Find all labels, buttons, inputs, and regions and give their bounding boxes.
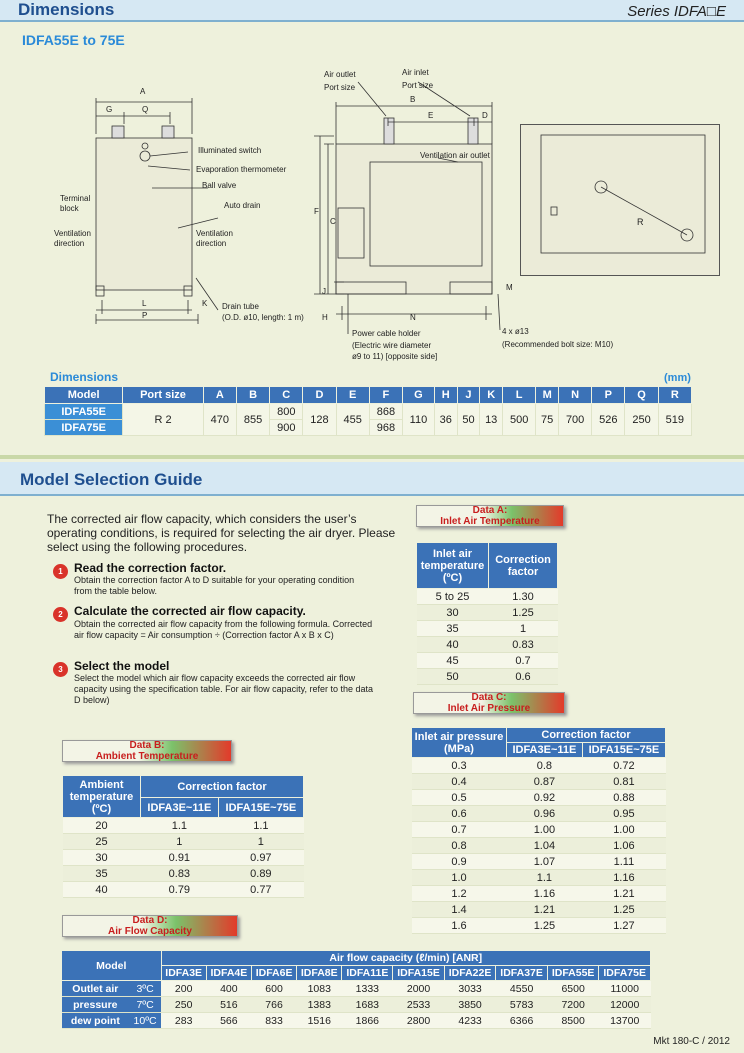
table-row: 35 1 [417,621,558,637]
row-label: pressure [62,997,130,1013]
svg-text:C: C [330,217,336,226]
model-header: IDFA4E [206,966,251,981]
dim-header: M [536,387,559,404]
model-cell: IDFA55E [45,404,123,420]
model-header: IDFA22E [444,966,496,981]
svg-text:Ventilation: Ventilation [196,229,233,238]
svg-text:Evaporation thermometer: Evaporation thermometer [196,165,287,174]
table-row: 1.6 1.25 1.27 [412,918,666,934]
step-2-badge: 2 [53,607,68,622]
guide-title: Model Selection Guide [20,470,203,489]
data-c-label: Data C: Inlet Air Pressure [413,692,565,714]
table-row: 0.3 0.8 0.72 [412,758,666,774]
model-header: IDFA11E [342,966,393,981]
step-3-desc: Select the model which air flow capacity exceeds the corrected air flow capacity using the specification table. For air flow capacity, refer to the data D below) [74,673,373,705]
table-row: 45 0.7 [417,653,558,669]
step-3-badge: 3 [53,662,68,677]
unit-label: (mm) [664,372,691,384]
table-row: 20 1.1 1.1 [63,818,304,834]
guide-header [0,462,744,496]
data-a-table: Inlet air temperature (ºC) Correction factor 5 to 25 1.30 30 1.25 35 1 40 0.83 45 0.7 50 0.6 [416,542,558,685]
dim-header: J [457,387,480,404]
temp-cell: 10ºC [129,1013,161,1029]
svg-text:B: B [410,95,416,104]
dim-header: C [270,387,303,404]
model-header: IDFA3E [161,966,206,981]
table-row: 40 0.83 [417,637,558,653]
dim-header: F [369,387,402,404]
dim-header: Model [45,387,123,404]
svg-text:M: M [506,283,513,292]
temp-cell: 3ºC [129,981,161,997]
dimensions-caption: Dimensions [50,370,119,384]
table-row: 0.6 0.96 0.95 [412,806,666,822]
svg-text:F: F [314,207,319,216]
svg-text:Ventilation air outlet: Ventilation air outlet [420,151,490,160]
svg-text:P: P [142,311,148,320]
dim-header: E [336,387,369,404]
step-2-desc: Obtain the corrected air flow capacity from the following formula. Corrected air flow capacity = Air consumption ÷ (Correction factor A x B x C) [74,619,373,640]
svg-text:Drain tube: Drain tube [222,302,259,311]
table-row: 25 1 1 [63,834,304,850]
svg-text:ø9 to 11) [opposite side]: ø9 to 11) [opposite side] [352,352,438,361]
svg-text:L: L [142,299,147,308]
dim-header: L [503,387,536,404]
data-d-table: Model Air flow capacity (ℓ/min) [ANR] IDFA3E IDFA4E IDFA6E IDFA8E IDFA11E IDFA15E IDFA22E IDFA37E IDFA55E IDFA75E Outlet air 3ºC 200 400 600 1083 1333 2000 3033 4550 6500 11000 pressure 7ºC 250 516 766 1383 1683 2533 3850 5783 7200 12000 dew point 10ºC 283 566 833 1516 1866 2800 4233 6366 8500 13700 [61,950,651,1029]
svg-text:H: H [322,313,328,322]
svg-text:K: K [202,299,208,308]
table-row: pressure 7ºC 250 516 766 1383 1683 2533 3850 5783 7200 12000 [62,997,651,1013]
dim-header: K [480,387,503,404]
model-header: IDFA8E [297,966,342,981]
dim-header: P [592,387,625,404]
table-row: 5 to 25 1.30 [417,589,558,605]
model-header: IDFA55E [547,966,599,981]
svg-text:Illuminated switch: Illuminated switch [198,146,262,155]
dim-header: Q [625,387,658,404]
data-b-table: Ambient temperature (ºC) Correction factor IDFA3E~11E IDFA15E~75E 20 1.1 1.1 25 1 1 30 0.91 0.97 35 0.83 0.89 40 0.79 0.77 [62,775,304,898]
svg-text:Air outlet: Air outlet [324,70,356,79]
dim-header: B [236,387,269,404]
step-1-title: Read the correction factor. [74,561,227,575]
step-3-title: Select the model [74,659,170,673]
table-row: 0.4 0.87 0.81 [412,774,666,790]
svg-text:Port size: Port size [402,81,434,90]
plan-letter-r: R [637,217,644,227]
section-divider [0,455,744,459]
svg-text:G: G [106,105,113,114]
dim-header: D [303,387,336,404]
svg-text:direction: direction [196,239,227,248]
table-row: 30 1.25 [417,605,558,621]
svg-text:direction: direction [54,239,85,248]
svg-text:(Recommended bolt size: M10): (Recommended bolt size: M10) [502,340,614,349]
data-d-label: Data D: Air Flow Capacity [62,915,238,937]
guide-intro: The corrected air flow capacity, which considers the user’s operating conditions, is required for selecting the air dryer. Please select using the following procedures. [47,512,396,554]
svg-text:Auto drain: Auto drain [224,201,261,210]
svg-text:Ball valve: Ball valve [202,181,237,190]
svg-text:block: block [60,204,79,213]
dim-header: N [559,387,592,404]
dim-header: Port size [123,387,203,404]
dimensions-table: Model Port size A B C D E F G H J K L M N P Q R IDFA55E R 2 470 855 800 128 455 868 110 36 50 13 500 75 700 526 250 519 IDFA75E 900 968 [44,386,692,436]
svg-text:Ventilation: Ventilation [54,229,91,238]
table-row: 30 0.91 0.97 [63,850,304,866]
temp-cell: 7ºC [129,997,161,1013]
svg-text:E: E [428,111,434,120]
table-row: 0.7 1.00 1.00 [412,822,666,838]
table-row: 0.9 1.07 1.11 [412,854,666,870]
table-row: 35 0.83 0.89 [63,866,304,882]
model-header: IDFA15E [393,966,445,981]
page-title: Dimensions [18,0,115,19]
svg-text:(O.D. ø10, length: 1 m): (O.D. ø10, length: 1 m) [222,313,304,322]
side-view-body [336,144,492,294]
table-row: Outlet air 3ºC 200 400 600 1083 1333 2000 3033 4550 6500 11000 [62,981,651,997]
model-cell: IDFA75E [45,420,123,436]
svg-text:A: A [140,87,146,96]
table-row: 1.2 1.16 1.21 [412,886,666,902]
model-header: IDFA6E [251,966,296,981]
svg-text:Air inlet: Air inlet [402,68,429,77]
series-label: Series IDFA□E [627,3,726,20]
step-1-desc: Obtain the correction factor A to D suitable for your operating condition from the table below. [74,575,355,596]
data-b-label: Data B: Ambient Temperature [62,740,232,762]
page-header [0,0,744,22]
svg-text:Q: Q [142,105,149,114]
table-row: 40 0.79 0.77 [63,882,304,898]
table-row: 1.4 1.21 1.25 [412,902,666,918]
dim-header: G [403,387,435,404]
data-c-table: Inlet air pressure (MPa) Correction factor IDFA3E~11E IDFA15E~75E 0.3 0.8 0.72 0.4 0.87 0.81 0.5 0.92 0.88 0.6 0.96 0.95 0.7 1.00 1.00 0.8 1.04 1.06 0.9 1.07 1.11 1.0 1.1 1.16 1.2 1.16 1.21 1.4 1.21 1.25 1.6 1.25 1.27 [411,727,666,934]
step-2-title: Calculate the corrected air flow capacity. [74,604,306,618]
svg-text:Port size: Port size [324,83,356,92]
table-row: dew point 10ºC 283 566 833 1516 1866 2800 4233 6366 8500 13700 [62,1013,651,1029]
svg-text:4 x ø13: 4 x ø13 [502,327,529,336]
svg-text:J: J [322,287,326,296]
footer-code: Mkt 180-C / 2012 [653,1036,730,1047]
dim-header: R [658,387,691,404]
svg-text:Terminal: Terminal [60,194,91,203]
svg-text:Power cable holder: Power cable holder [352,329,421,338]
svg-text:D: D [482,111,488,120]
plan-view [520,124,720,276]
row-label: Outlet air [62,981,130,997]
model-header: IDFA37E [496,966,548,981]
table-row: 50 0.6 [417,669,558,685]
dim-header: H [434,387,457,404]
table-row: 0.8 1.04 1.06 [412,838,666,854]
svg-text:(Electric wire diameter: (Electric wire diameter [352,341,432,350]
svg-text:N: N [410,313,416,322]
dim-header: A [203,387,236,404]
table-row: 1.0 1.1 1.16 [412,870,666,886]
step-1-badge: 1 [53,564,68,579]
model-header: IDFA75E [599,966,651,981]
row-label: dew point [62,1013,130,1029]
table-row: 0.5 0.92 0.88 [412,790,666,806]
section-subtitle: IDFA55E to 75E [22,32,125,48]
data-a-label: Data A: Inlet Air Temperature [416,505,564,527]
